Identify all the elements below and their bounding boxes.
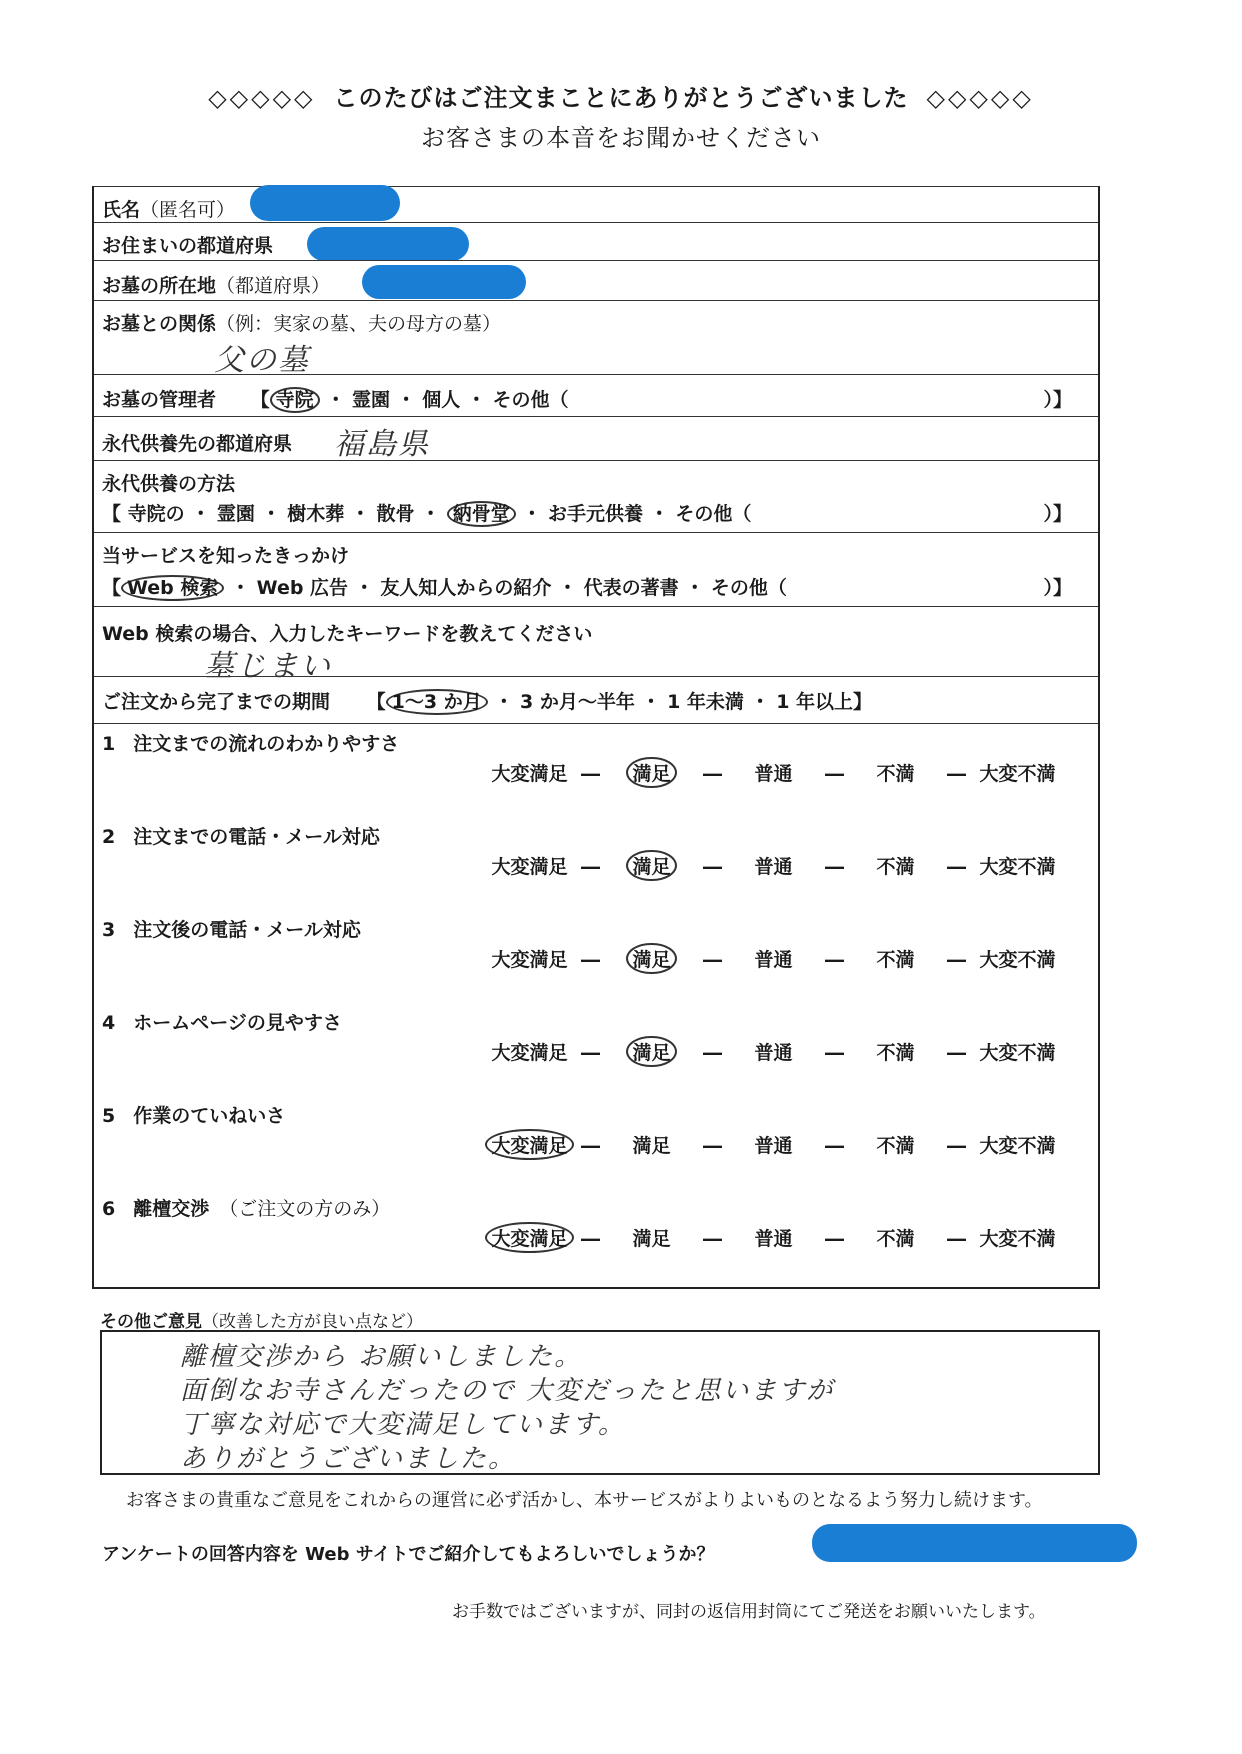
separator-dot: ・ <box>557 577 577 599</box>
redacted-name <box>250 185 400 221</box>
rating-scale <box>478 1222 1069 1253</box>
separator-dot: ・ <box>421 503 441 525</box>
redacted-grave-location <box>362 265 526 299</box>
rating-option[interactable]: 普通 <box>754 1135 793 1157</box>
separator-dot: ・ <box>522 503 542 525</box>
rating-option[interactable]: 不満 <box>876 1135 915 1157</box>
rating-option[interactable]: 満足 <box>632 1228 671 1250</box>
rating-separator: ― <box>947 856 966 878</box>
redacted-residence <box>307 227 469 261</box>
comment-line: 離檀交渉から お願いしました。 <box>180 1342 583 1372</box>
manager-option-other[interactable]: その他（ <box>492 389 569 411</box>
separator-dot: ・ <box>396 389 416 411</box>
rating-separator: ― <box>947 1228 966 1250</box>
rating-separator: ― <box>703 1228 722 1250</box>
relation-answer: 父の墓 <box>214 343 310 378</box>
source-close-bracket: ）】 <box>1043 577 1072 599</box>
survey-subtitle: お客さまの本音をお聞かせください <box>421 124 821 152</box>
rating-separator: ― <box>581 1135 600 1157</box>
period-option-3-6-months[interactable]: 3 か月～半年 <box>519 691 635 713</box>
rating-option[interactable]: 大変不満 <box>979 949 1056 971</box>
manager-row <box>94 374 1098 416</box>
source-option-web-ad[interactable]: Web 広告 <box>256 577 349 599</box>
question-text: ホームページの見やすさ <box>133 1012 342 1034</box>
rating-separator: ― <box>581 1228 600 1250</box>
thanks-note: お客さまの貴重なご意見をこれからの運営に必ず活かし、本サービスがよりよいものとなるよう努力し続けます。 <box>126 1490 1043 1511</box>
eternal-pref-label: 永代供養先の都道府県 <box>102 433 293 455</box>
rating-question <box>102 1194 390 1221</box>
rating-question <box>102 915 361 942</box>
manager-label: お墓の管理者 <box>102 389 217 411</box>
method-row <box>94 460 1098 532</box>
comment-line: 丁寧な対応で大変満足しています。 <box>180 1410 626 1440</box>
rating-option[interactable]: 不満 <box>876 949 915 971</box>
rating-option[interactable]: 普通 <box>754 949 793 971</box>
rating-option[interactable]: 満足 <box>626 943 676 974</box>
bracket-open: 【 <box>102 503 122 525</box>
redacted-publish-answer <box>812 1524 1137 1562</box>
separator-dot: ・ <box>466 389 486 411</box>
period-and-ratings-row <box>94 676 1098 1289</box>
rating-separator: ― <box>825 856 844 878</box>
separator-dot: ・ <box>649 503 669 525</box>
method-label: 永代供養の方法 <box>102 473 236 495</box>
manager-close-bracket: ）】 <box>1043 389 1072 411</box>
bracket-open: 【 <box>250 389 270 411</box>
rating-question <box>102 1101 285 1128</box>
rating-option[interactable]: 不満 <box>876 856 915 878</box>
residence-label: お住まいの都道府県 <box>102 235 274 257</box>
rating-separator: ― <box>581 1042 600 1064</box>
rating-option[interactable]: 大変不満 <box>979 1042 1056 1064</box>
period-label: ご注文から完了までの期間 <box>102 691 331 713</box>
diamond-decoration-left: ◇◇◇◇◇ <box>208 84 316 112</box>
separator-dot: ・ <box>261 503 281 525</box>
rating-separator: ― <box>825 1042 844 1064</box>
rating-separator: ― <box>581 856 600 878</box>
rating-option[interactable]: 大変満足 <box>491 856 568 878</box>
question-text: 作業のていねいさ <box>133 1105 286 1127</box>
title-text: このたびはご注文まことにありがとうございました <box>333 84 909 112</box>
question-text: 注文までの流れのわかりやすさ <box>133 733 400 755</box>
bracket-open: 【 <box>102 577 122 599</box>
method-option-scatter[interactable]: 散骨 <box>376 503 415 525</box>
survey-form <box>92 186 1100 1289</box>
residence-row <box>94 222 1098 260</box>
rating-scale <box>478 1129 1069 1160</box>
divider <box>94 723 1098 724</box>
rating-option[interactable]: 不満 <box>876 1042 915 1064</box>
question-text: 注文後の電話・メール対応 <box>133 919 361 941</box>
source-option-referral[interactable]: 友人知人からの紹介 <box>380 577 552 599</box>
footer-note: お手数ではございますが、同封の返信用封筒にてご発送をお願いいたします。 <box>452 1602 1046 1622</box>
method-close-bracket: ）】 <box>1043 503 1072 525</box>
rating-separator: ― <box>703 763 722 785</box>
question-number: 3 <box>102 919 116 941</box>
rating-separator: ― <box>947 763 966 785</box>
rating-question <box>102 1008 342 1035</box>
keyword-answer: 墓じまい <box>204 649 332 684</box>
rating-separator: ― <box>581 763 600 785</box>
rating-option[interactable]: 不満 <box>876 763 915 785</box>
rating-option[interactable]: 普通 <box>754 1228 793 1250</box>
rating-option[interactable]: 不満 <box>876 1228 915 1250</box>
question-text: 離檀交渉 <box>133 1198 210 1220</box>
rating-option[interactable]: 普通 <box>754 763 793 785</box>
survey-title <box>0 78 1242 113</box>
rating-separator: ― <box>825 949 844 971</box>
method-option-temple[interactable]: 寺院の <box>127 503 185 525</box>
separator-dot: ・ <box>191 503 211 525</box>
comment-line: 面倒なお寺さんだったので 大変だったと思いますが <box>180 1376 835 1406</box>
rating-option[interactable]: 大変不満 <box>979 1135 1056 1157</box>
rating-separator: ― <box>703 1135 722 1157</box>
question-text: 注文までの電話・メール対応 <box>133 826 380 848</box>
bracket-open: 【 <box>366 691 386 713</box>
rating-option[interactable]: 大変満足 <box>491 1042 568 1064</box>
comment-box[interactable] <box>100 1330 1100 1475</box>
rating-separator: ― <box>703 1042 722 1064</box>
rating-separator: ― <box>581 949 600 971</box>
manager-option-cemetery[interactable]: 霊園 <box>351 389 390 411</box>
rating-option[interactable]: 普通 <box>754 856 793 878</box>
rating-scale <box>478 850 1069 881</box>
manager-line <box>102 385 569 412</box>
question-note: （ご注文の方のみ） <box>219 1198 391 1220</box>
rating-scale <box>478 757 1069 788</box>
rating-option[interactable]: 満足 <box>632 1135 671 1157</box>
rating-separator: ― <box>703 856 722 878</box>
other-comments-label: その他ご意見（改善した方が良い点など） <box>100 1312 423 1332</box>
rating-separator: ― <box>947 949 966 971</box>
relation-row <box>94 300 1098 378</box>
comment-line: ありがとうございました。 <box>180 1444 517 1474</box>
question-number: 6 <box>102 1198 116 1220</box>
diamond-decoration-right: ◇◇◇◇◇ <box>926 84 1034 112</box>
rating-option[interactable]: 大変不満 <box>979 856 1056 878</box>
rating-option[interactable]: 大変満足 <box>491 763 568 785</box>
period-option-under-1-year[interactable]: 1 年未満 <box>667 691 744 713</box>
rating-option[interactable]: 大変満足 <box>485 1129 573 1160</box>
separator-dot: ・ <box>350 503 370 525</box>
rating-question <box>102 822 380 849</box>
rating-option[interactable]: 大変満足 <box>485 1222 573 1253</box>
eternal-pref-answer: 福島県 <box>334 427 430 462</box>
rating-option[interactable]: 満足 <box>626 1036 676 1067</box>
question-number: 5 <box>102 1105 116 1127</box>
manager-option-temple[interactable]: 寺院 <box>270 387 320 413</box>
grave-location-row <box>94 260 1098 300</box>
separator-dot: ・ <box>326 389 346 411</box>
separator-dot: ・ <box>354 577 374 599</box>
name-label: 氏名（匿名可） <box>102 199 236 221</box>
method-option-other[interactable]: その他（ <box>675 503 752 525</box>
method-option-ossuary[interactable]: 納骨堂 <box>447 501 516 527</box>
rating-separator: ― <box>947 1135 966 1157</box>
source-option-web-search[interactable]: Web 検索 <box>121 575 224 601</box>
question-number: 2 <box>102 826 116 848</box>
rating-separator: ― <box>825 1228 844 1250</box>
rating-option[interactable]: 大変不満 <box>979 763 1056 785</box>
source-row <box>94 532 1098 606</box>
rating-option[interactable]: 満足 <box>626 757 676 788</box>
source-options <box>102 573 787 600</box>
keyword-row <box>94 606 1098 684</box>
rating-option[interactable]: 大変不満 <box>979 1228 1056 1250</box>
rating-separator: ― <box>825 763 844 785</box>
bracket-close: 】 <box>853 691 873 713</box>
source-label: 当サービスを知ったきっかけ <box>102 545 350 567</box>
method-option-home[interactable]: お手元供養 <box>548 503 644 525</box>
rating-separator: ― <box>825 1135 844 1157</box>
separator-dot: ・ <box>494 691 514 713</box>
source-option-book[interactable]: 代表の著書 <box>583 577 679 599</box>
period-option-1-3-months[interactable]: 1～3 か月 <box>386 689 488 715</box>
rating-separator: ― <box>703 949 722 971</box>
separator-dot: ・ <box>641 691 661 713</box>
publish-question: アンケートの回答内容を Web サイトでご紹介してもよろしいでしょうか？ <box>102 1544 715 1565</box>
separator-dot: ・ <box>231 577 251 599</box>
name-row <box>94 186 1098 222</box>
question-number: 4 <box>102 1012 116 1034</box>
source-option-other[interactable]: その他（ <box>710 577 787 599</box>
rating-option[interactable]: 普通 <box>754 1042 793 1064</box>
eternal-pref-row <box>94 416 1098 460</box>
rating-question <box>102 729 399 756</box>
manager-option-individual[interactable]: 個人 <box>422 389 461 411</box>
rating-option[interactable]: 大変満足 <box>491 949 568 971</box>
method-option-tree[interactable]: 樹木葬 <box>287 503 345 525</box>
method-option-cemetery[interactable]: 霊園 <box>216 503 255 525</box>
grave-location-label: お墓の所在地（都道府県） <box>102 275 331 297</box>
relation-label: お墓との関係（例：実家の墓、夫の母方の墓） <box>102 313 502 335</box>
period-option-over-1-year[interactable]: 1 年以上 <box>776 691 854 713</box>
rating-scale <box>478 943 1069 974</box>
question-number: 1 <box>102 733 116 755</box>
rating-scale <box>478 1036 1069 1067</box>
rating-option[interactable]: 満足 <box>626 850 676 881</box>
method-options <box>102 499 751 526</box>
separator-dot: ・ <box>685 577 705 599</box>
separator-dot: ・ <box>750 691 770 713</box>
rating-separator: ― <box>947 1042 966 1064</box>
period-line <box>102 687 872 714</box>
keyword-label: Web 検索の場合、入力したキーワードを教えてください <box>102 623 593 645</box>
